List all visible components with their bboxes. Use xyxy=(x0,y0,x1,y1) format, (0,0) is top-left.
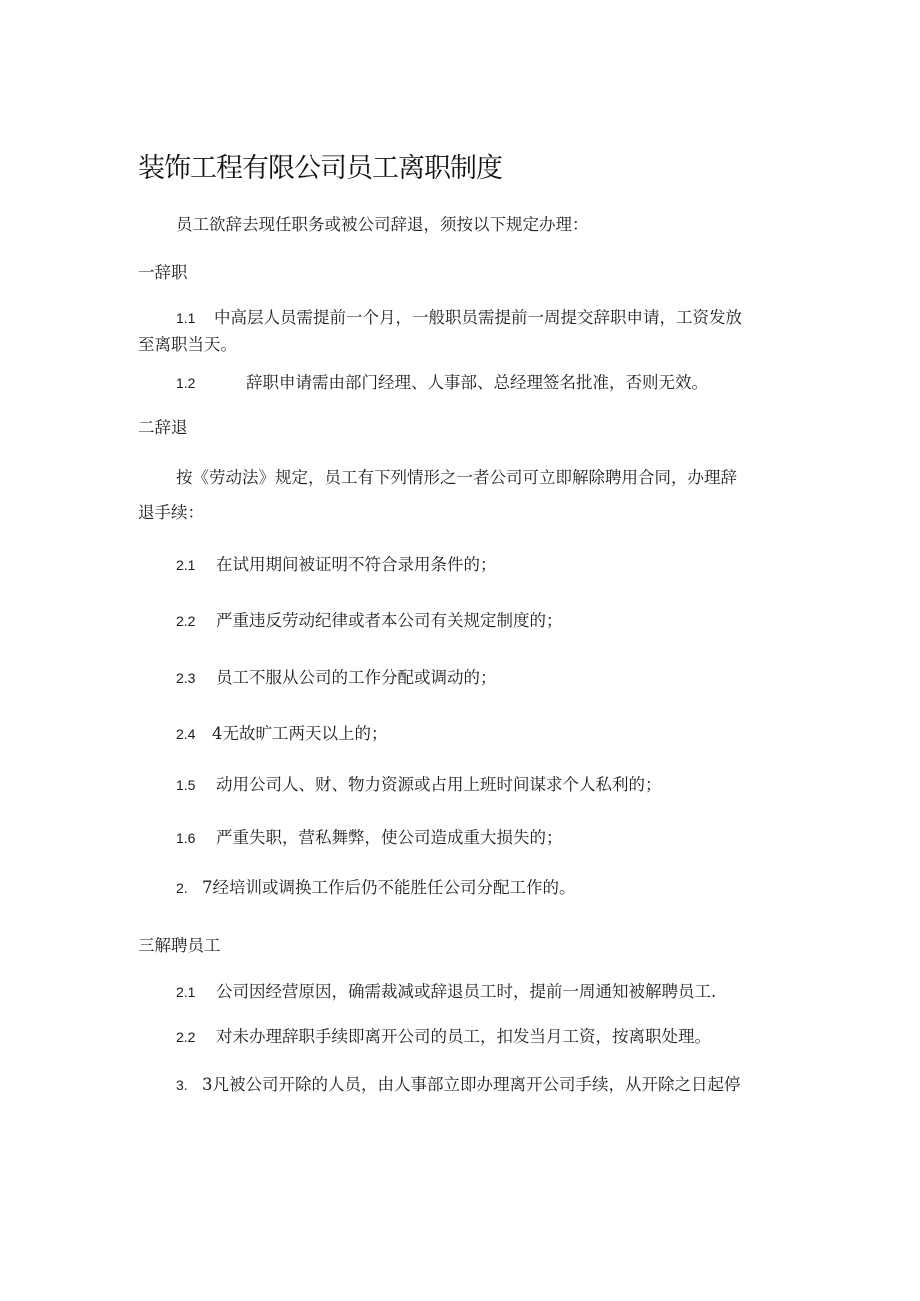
list-item xyxy=(176,607,563,631)
item-number: 2.2 xyxy=(176,1029,196,1045)
item-text: 对未办理辞职手续即离开公司的员工，扣发当月工资，按离职处理。 xyxy=(216,1027,711,1046)
item-text: 公司因经营原因，确需裁减或辞退员工时，提前一周通知被解聘员工. xyxy=(216,982,717,1001)
section-heading-layoff: 三解聘员工 xyxy=(138,936,221,955)
item-number: 1.2 xyxy=(176,375,196,391)
item-text: 4无故旷工两天以上的； xyxy=(212,724,388,743)
list-item xyxy=(176,874,576,898)
item-text: 7经培训或调换工作后仍不能胜任公司分配工作的。 xyxy=(202,878,576,897)
item-number: 1.5 xyxy=(176,777,196,793)
item-number: 1.1 xyxy=(176,310,196,326)
item-number: 2. xyxy=(176,880,188,896)
list-item xyxy=(176,304,742,328)
item-text: 员工不服从公司的工作分配或调动的； xyxy=(216,668,497,687)
item-text: 严重失职，营私舞弊，使公司造成重大损失的； xyxy=(216,828,563,847)
list-item xyxy=(176,664,497,688)
item-number: 3. xyxy=(176,1077,188,1093)
list-item xyxy=(176,720,388,744)
list-item xyxy=(176,824,563,848)
section-heading-dismissal: 二辞退 xyxy=(138,418,188,437)
item-number: 2.1 xyxy=(176,557,196,573)
section-intro-continuation: 退手续： xyxy=(138,503,204,522)
list-item xyxy=(176,1023,711,1047)
item-text: 严重违反劳动纪律或者本公司有关规定制度的； xyxy=(216,611,563,630)
section-heading-resignation: 一辞职 xyxy=(138,263,188,282)
item-text: 3凡被公司开除的人员，由人事部立即办理离开公司手续，从开除之日起停 xyxy=(202,1075,741,1094)
item-number: 2.3 xyxy=(176,670,196,686)
list-item xyxy=(176,771,662,795)
document-title: 装饰工程有限公司员工离职制度 xyxy=(138,153,502,184)
item-number: 2.2 xyxy=(176,613,196,629)
item-text: 辞职申请需由部门经理、人事部、总经理签名批准，否则无效。 xyxy=(246,373,708,392)
list-item xyxy=(176,978,716,1002)
item-number: 1.6 xyxy=(176,830,196,846)
item-number: 2.1 xyxy=(176,984,196,1000)
intro-paragraph: 员工欲辞去现任职务或被公司辞退，须按以下规定办理： xyxy=(176,215,589,234)
list-item xyxy=(176,1071,741,1095)
list-item xyxy=(176,551,497,575)
item-text: 在试用期间被证明不符合录用条件的； xyxy=(216,555,497,574)
item-number: 2.4 xyxy=(176,726,196,742)
item-text: 动用公司人、财、物力资源或占用上班时间谋求个人私利的； xyxy=(216,775,662,794)
list-item-continuation: 至离职当天。 xyxy=(138,335,237,354)
list-item xyxy=(176,369,708,393)
item-text: 中高层人员需提前一个月，一般职员需提前一周提交辞职申请，工资发放 xyxy=(214,308,742,327)
section-intro-line: 按《劳动法》规定，员工有下列情形之一者公司可立即解除聘用合同，办理辞 xyxy=(176,468,737,487)
